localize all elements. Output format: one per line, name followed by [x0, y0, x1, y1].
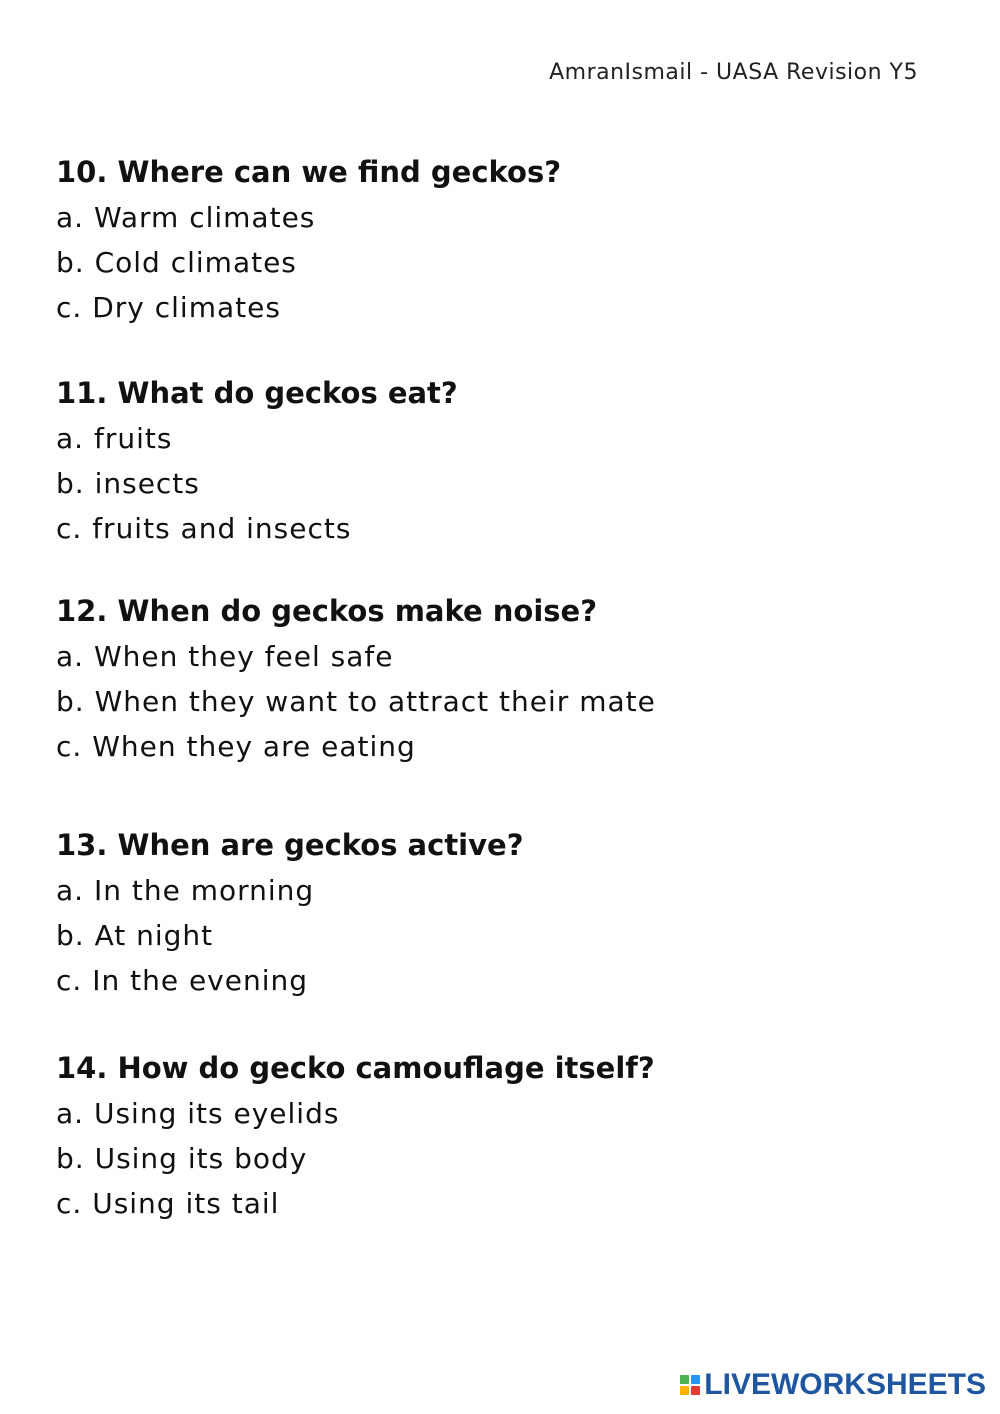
liveworksheets-logo [680, 1368, 986, 1402]
question-block-14 [56, 1046, 936, 1226]
question-block-11 [56, 371, 936, 551]
option-a: a. In the morning [56, 874, 315, 907]
question-block-13 [56, 823, 936, 1003]
option-c: c. In the evening [56, 964, 309, 997]
question-text: 10. Where can we find geckos? [56, 155, 562, 189]
option-b: b. At night [56, 919, 214, 952]
logo-cell-icon [680, 1386, 689, 1395]
question-block-12 [56, 589, 936, 769]
option-b: b. Cold climates [56, 246, 297, 279]
question-text: 13. When are geckos active? [56, 828, 524, 862]
question-block-10 [56, 150, 936, 330]
logo-cell-icon [680, 1375, 689, 1384]
header-note: AmranIsmail - UASA Revision Y5 [549, 60, 918, 85]
option-b: b. Using its body [56, 1142, 308, 1175]
option-b: b. insects [56, 467, 200, 500]
question-text: 11. What do geckos eat? [56, 376, 458, 410]
option-a: a. Using its eyelids [56, 1097, 340, 1130]
logo-grid-icon [680, 1375, 700, 1395]
option-a: a. fruits [56, 422, 173, 455]
question-text: 14. How do gecko camouflage itself? [56, 1051, 655, 1085]
option-c: c. Using its tail [56, 1187, 280, 1220]
option-c: c. When they are eating [56, 730, 416, 763]
logo-cell-icon [691, 1386, 700, 1395]
question-text: 12. When do geckos make noise? [56, 594, 598, 628]
option-c: c. fruits and insects [56, 512, 352, 545]
logo-text: LIVEWORKSHEETS [704, 1368, 986, 1401]
option-a: a. When they feel safe [56, 640, 394, 673]
option-a: a. Warm climates [56, 201, 316, 234]
option-c: c. Dry climates [56, 291, 281, 324]
logo-cell-icon [691, 1375, 700, 1384]
option-b: b. When they want to attract their mate [56, 685, 656, 718]
